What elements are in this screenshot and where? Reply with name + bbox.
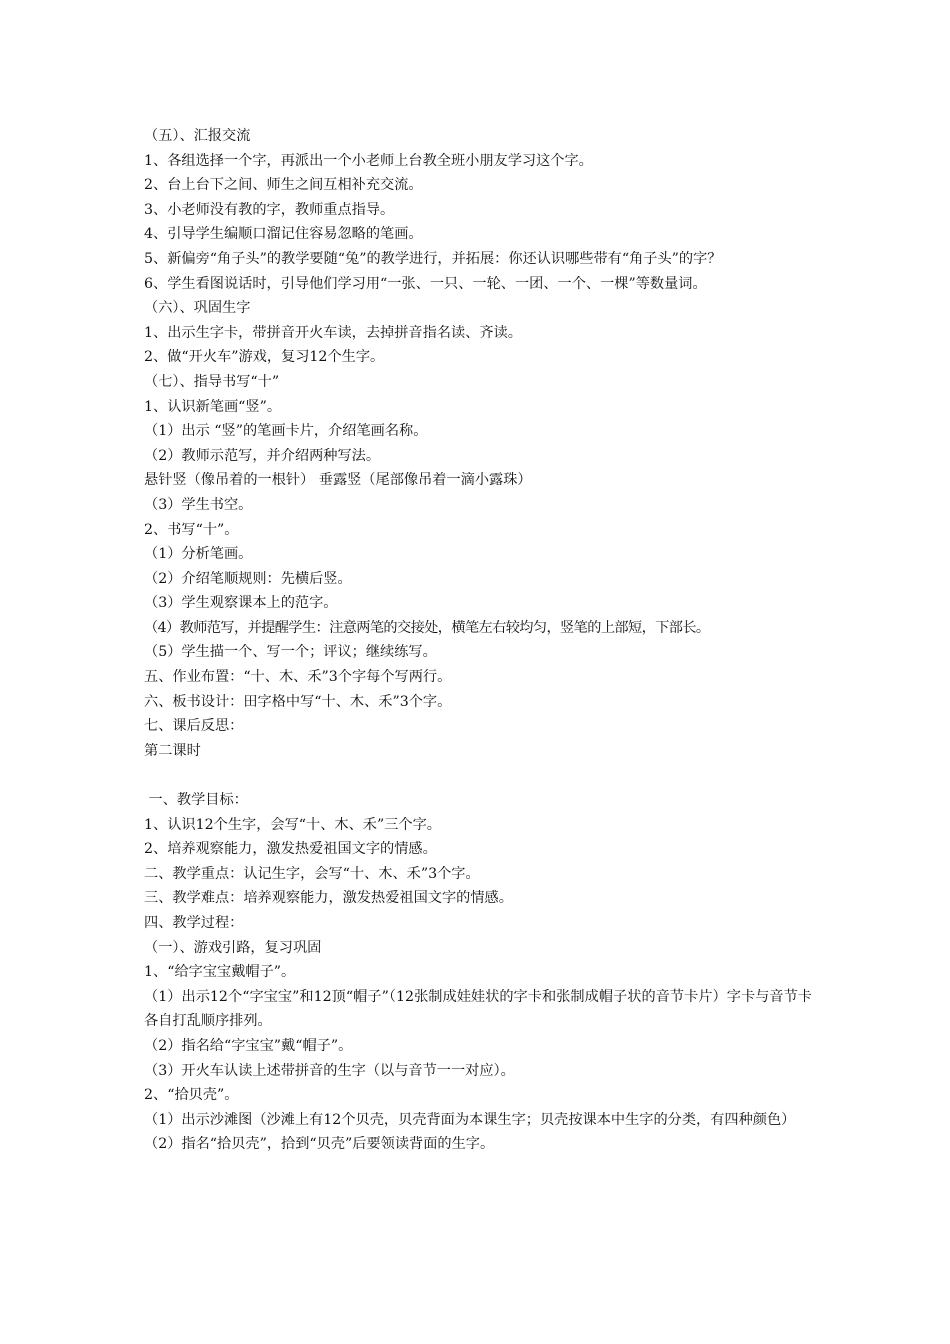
section-heading: （五）、汇报交流 [144, 128, 251, 144]
text-line: 6、学生看图说话时，引导他们学习用“一张、一只、一轮、一团、一个、一棵”等数量词。 [144, 275, 707, 292]
text-paragraph: （1）出示12个“字宝宝”和12顶“帽子”（12张制成娃娃状的字卡和张制成帽子状的音节卡片）字卡与音节卡各自打乱顺序排列。 [144, 988, 812, 1030]
text-line: 二、教学重点：认记生字，会写“十、木、禾”3个字。 [144, 865, 480, 882]
section-heading: （七）、指导书写“十” [144, 373, 280, 390]
text-line: （3）开火车认读上述带拼音的生字（以与音节一一对应）。 [144, 1062, 515, 1079]
text-line: 1、认识12个生字，会写“十、木、禾”三个字。 [144, 816, 441, 833]
text-line: 1、认识新笔画“竖”。 [144, 398, 282, 415]
blank-line [144, 763, 812, 788]
section-heading: （六）、巩固生字 [144, 300, 251, 317]
text-line: 七、课后反思： [144, 718, 244, 735]
text-line: 1、出示生字卡，带拼音开火车读，去掉拼音指名读、齐读。 [144, 324, 522, 341]
text-paragraph: （1）出示沙滩图（沙滩上有12个贝壳，贝壳背面为本课生字；贝壳按课本中生字的分类，有四种颜色） [144, 1111, 796, 1128]
text-line: （1）出示 “竖”的笔画卡片，介绍笔画名称。 [144, 423, 428, 440]
text-line: 4、引导学生编顺口溜记住容易忽略的笔画。 [144, 226, 423, 243]
text-line: 2、做“开火车”游戏，复习12个生字。 [144, 349, 385, 366]
text-paragraph: 5、新偏旁“角子头”的教学要随“兔”的教学进行，并拓展：你还认识哪些带有“角子头”的字？ [144, 250, 722, 267]
text-line: 3、小老师没有教的字，教师重点指导。 [144, 201, 395, 218]
text-line: 1、各组选择一个字，再派出一个小老师上台教全班小朋友学习这个字。 [144, 152, 593, 169]
text-line: （2）指名给“字宝宝”戴“帽子”。 [144, 1037, 353, 1054]
text-line: （2）指名“拾贝壳”，拾到“贝壳”后要领读背面的生字。 [144, 1136, 495, 1153]
text-line: 三、教学难点：培养观察能力，激发热爱祖国文字的情感。 [144, 890, 513, 907]
text-line: （4）教师范写，并提醒学生：注意两笔的交接处，横笔左右较均匀，竖笔的上部短，下部长。 [144, 619, 710, 636]
text-line: 六、板书设计：田字格中写“十、木、禾”3个字。 [144, 693, 452, 710]
text-line: 悬针竖（像吊着的一根针） 垂露竖（尾部像吊着一滴小露珠） [144, 472, 532, 489]
section-heading: （一）、游戏引路，复习巩固 [144, 939, 322, 956]
text-line: 2、培养观察能力，激发热爱祖国文字的情感。 [144, 841, 437, 858]
section-heading: 一、教学目标： [144, 792, 248, 809]
text-line: 五、作业布置：“十、木、禾”3个字每个写两行。 [144, 669, 452, 686]
text-line: （2）介绍笔顺规则：先横后竖。 [144, 570, 352, 587]
text-line: （3）学生观察课本上的范字。 [144, 595, 338, 612]
text-line: 1、“给字宝宝戴帽子”。 [144, 964, 296, 981]
section-heading: 四、教学过程： [144, 915, 244, 931]
document-body [144, 124, 812, 1157]
text-line: 2、书写“十”。 [144, 521, 239, 538]
lesson-heading: 第二课时 [144, 742, 201, 759]
text-line: （5）学生描一个、写一个；评议；继续练写。 [144, 644, 437, 661]
text-line: （2）教师示范写，并介绍两种写法。 [144, 447, 381, 464]
text-line: 2、“拾贝壳”。 [144, 1087, 239, 1104]
text-line: （3）学生书空。 [144, 496, 253, 513]
text-line: （1）分析笔画。 [144, 546, 253, 563]
text-line: 2、台上台下之间、师生之间互相补充交流。 [144, 177, 423, 194]
